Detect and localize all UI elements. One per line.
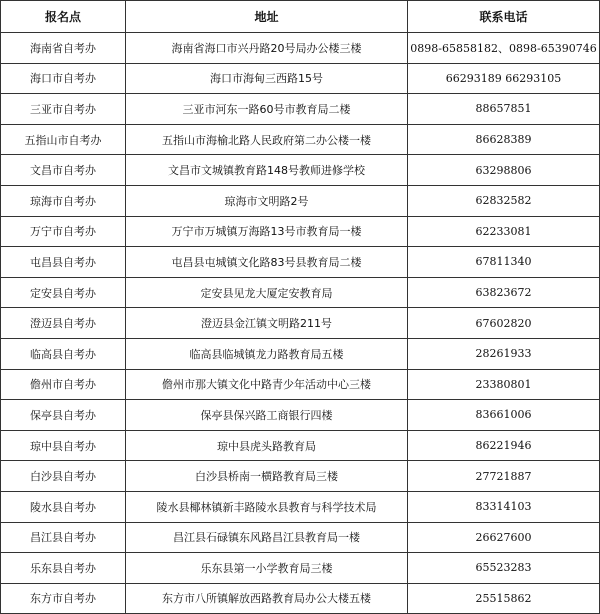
- address-cell: 陵水县椰林镇新丰路陵水县教育与科学技术局: [126, 491, 408, 522]
- site-name-cell: 琼海市自考办: [1, 185, 126, 216]
- header-row: [1, 1, 600, 33]
- site-name-cell: 海南省自考办: [1, 33, 126, 64]
- site-name-cell: 琼中县自考办: [1, 430, 126, 461]
- table-row: [1, 430, 600, 461]
- address-cell: 儋州市那大镇文化中路青少年活动中心三楼: [126, 369, 408, 400]
- site-name-cell: 儋州市自考办: [1, 369, 126, 400]
- address-cell: 海口市海甸三西路15号: [126, 63, 408, 94]
- site-name-cell: 屯昌县自考办: [1, 247, 126, 278]
- table-row: [1, 553, 600, 584]
- site-name-cell: 文昌市自考办: [1, 155, 126, 186]
- table-row: [1, 461, 600, 492]
- address-cell: 白沙县桥南一横路教育局三楼: [126, 461, 408, 492]
- address-cell: 文昌市文城镇教育路148号教师进修学校: [126, 155, 408, 186]
- address-cell: 临高县临城镇龙力路教育局五楼: [126, 338, 408, 369]
- phone-cell: 88657851: [408, 94, 600, 125]
- phone-cell: 63823672: [408, 277, 600, 308]
- header-address: 地址: [126, 1, 408, 33]
- table-row: [1, 247, 600, 278]
- address-cell: 琼海市文明路2号: [126, 185, 408, 216]
- address-cell: 定安县见龙大厦定安教育局: [126, 277, 408, 308]
- phone-cell: 0898-65858182、0898-65390746: [408, 33, 600, 64]
- table-row: [1, 491, 600, 522]
- table-header: [1, 1, 600, 33]
- site-name-cell: 定安县自考办: [1, 277, 126, 308]
- phone-cell: 86221946: [408, 430, 600, 461]
- address-cell: 昌江县石碌镇东风路昌江县教育局一楼: [126, 522, 408, 553]
- site-name-cell: 陵水县自考办: [1, 491, 126, 522]
- table-row: [1, 216, 600, 247]
- site-name-cell: 东方市自考办: [1, 583, 126, 614]
- table-row: [1, 522, 600, 553]
- table-row: [1, 308, 600, 339]
- phone-cell: 83314103: [408, 491, 600, 522]
- address-cell: 琼中县虎头路教育局: [126, 430, 408, 461]
- phone-cell: 25515862: [408, 583, 600, 614]
- phone-cell: 27721887: [408, 461, 600, 492]
- phone-cell: 86628389: [408, 124, 600, 155]
- table-row: [1, 400, 600, 431]
- table-row: [1, 583, 600, 614]
- table-row: [1, 185, 600, 216]
- phone-cell: 67602820: [408, 308, 600, 339]
- address-cell: 屯昌县屯城镇文化路83号县教育局二楼: [126, 247, 408, 278]
- site-name-cell: 乐东县自考办: [1, 553, 126, 584]
- address-cell: 三亚市河东一路60号市教育局二楼: [126, 94, 408, 125]
- phone-cell: 28261933: [408, 338, 600, 369]
- site-name-cell: 海口市自考办: [1, 63, 126, 94]
- site-name-cell: 三亚市自考办: [1, 94, 126, 125]
- table-row: [1, 94, 600, 125]
- table-row: [1, 369, 600, 400]
- phone-cell: 62233081: [408, 216, 600, 247]
- table-row: [1, 63, 600, 94]
- table-row: [1, 33, 600, 64]
- address-cell: 万宁市万城镇万海路13号市教育局一楼: [126, 216, 408, 247]
- site-name-cell: 澄迈县自考办: [1, 308, 126, 339]
- phone-cell: 23380801: [408, 369, 600, 400]
- header-phone: 联系电话: [408, 1, 600, 33]
- table-row: [1, 338, 600, 369]
- phone-cell: 62832582: [408, 185, 600, 216]
- phone-cell: 66293189 66293105: [408, 63, 600, 94]
- phone-cell: 67811340: [408, 247, 600, 278]
- address-cell: 澄迈县金江镇文明路211号: [126, 308, 408, 339]
- table-row: [1, 277, 600, 308]
- table-row: [1, 124, 600, 155]
- table-row: [1, 155, 600, 186]
- phone-cell: 26627600: [408, 522, 600, 553]
- site-name-cell: 临高县自考办: [1, 338, 126, 369]
- phone-cell: 63298806: [408, 155, 600, 186]
- address-cell: 乐东县第一小学教育局三楼: [126, 553, 408, 584]
- address-cell: 东方市八所镇解放西路教育局办公大楼五楼: [126, 583, 408, 614]
- phone-cell: 65523283: [408, 553, 600, 584]
- address-cell: 保亭县保兴路工商银行四楼: [126, 400, 408, 431]
- phone-cell: 83661006: [408, 400, 600, 431]
- header-site-name: 报名点: [1, 1, 126, 33]
- site-name-cell: 万宁市自考办: [1, 216, 126, 247]
- table-body: [1, 33, 600, 614]
- address-cell: 五指山市海榆北路人民政府第二办公楼一楼: [126, 124, 408, 155]
- site-name-cell: 白沙县自考办: [1, 461, 126, 492]
- address-cell: 海南省海口市兴丹路20号局办公楼三楼: [126, 33, 408, 64]
- site-name-cell: 保亭县自考办: [1, 400, 126, 431]
- site-name-cell: 昌江县自考办: [1, 522, 126, 553]
- site-name-cell: 五指山市自考办: [1, 124, 126, 155]
